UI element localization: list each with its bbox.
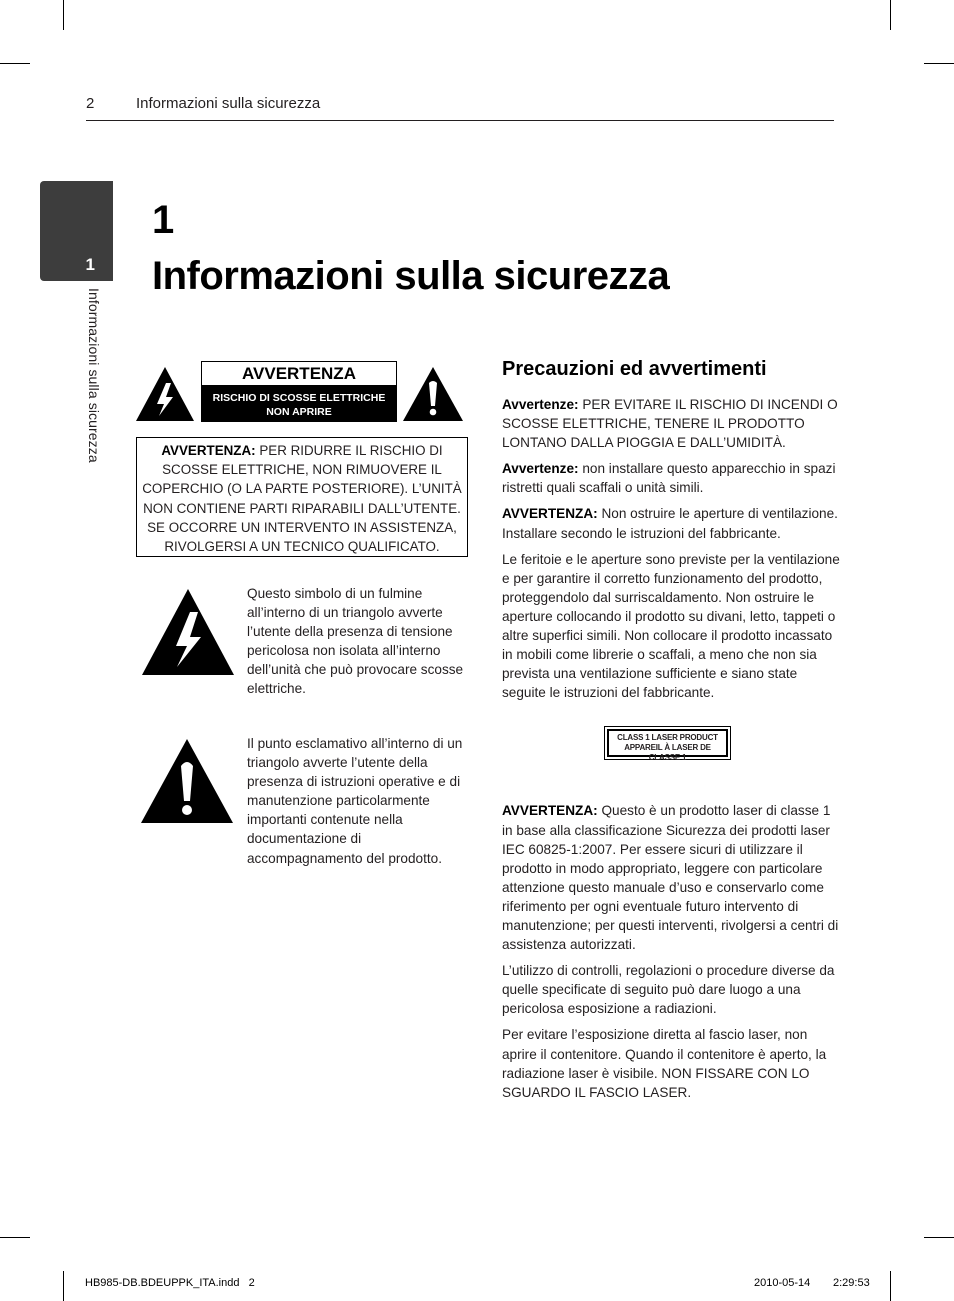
warning-label-subtitle [202,385,396,419]
lightning-symbol-description: Questo simbolo di un fulmine all’interno di un triangolo avverte l’utente della presenza di tensione pericolosa non isolata all’interno dell’unità che può provocare scosse elettriche. [247,586,464,697]
paragraph-lead: Avvertenze: [502,461,579,477]
laser-label-line: APPAREIL À LASER DE CLASSE 1 [624,743,711,763]
paragraph [502,395,842,452]
chapter-number: 1 [152,198,174,242]
paragraph-text: Non ostruire le aperture di ventilazione. Installare secondo le istruzioni del fabbricante. [502,506,838,541]
precautions-section [502,355,842,1109]
page-title [152,192,669,304]
section-heading: Precauzioni ed avvertimenti [502,358,767,380]
warning-label [201,361,397,422]
crop-mark [924,63,954,64]
crop-mark [924,1237,954,1238]
lightning-warning-icon [135,366,195,422]
footer-date: 2010-05-14 [754,1277,811,1289]
footer-time: 2:29:53 [833,1277,870,1289]
running-title: Informazioni sulla sicurezza [136,95,321,112]
chapter-side-label: Informazioni sulla sicurezza [86,288,102,463]
paragraph-text: Questo è un prodotto laser di classe 1 in base alla classificazione Sicurezza dei prodotti laser IEC 60825-1:2007. Per essere sicuri di utilizzare il prodotto in modo appropriato, leggere con particolare attenzione questo manuale d’uso e conservarlo come riferimento per ogni eventuale futuro intervento di manutenzione; per questi interventi, rivolgersi a centri di assistenza autorizzati. [502,803,839,953]
laser-class-label-inner [607,729,728,763]
paragraph-text: PER EVITARE IL RISCHIO DI INCENDI O SCOSSE ELETTRICHE, TENERE IL PRODOTTO LONTANO DALLA PIOGGIA E DALL’UMIDITÀ. [502,397,838,451]
paragraph-text: non installare questo apparecchio in spazi ristretti quali scaffali o unità simili. [502,461,836,496]
warning-notice-box [136,437,468,557]
exclamation-symbol-icon [140,738,234,824]
warning-notice-lead: AVVERTENZA: [161,443,256,458]
paragraph [502,459,842,497]
chapter-tab-number: 1 [85,255,95,274]
paragraph [502,801,842,954]
crop-mark [63,1271,64,1301]
crop-mark [63,0,64,30]
paragraph: Le feritoie e le aperture sono previste per la ventilazione e per garantire il corretto funzionamento del prodotto, proteggendolo dal surriscaldamento. Non ostruire le aperture collocando il prodotto su divani, letto, tappeti o altre superfici simili. Non collocare il prodotto incassato in mobili come librerie o scaffali, a meno che non sia prevista una ventilazione sufficiente e siano state seguite le istruzioni del fabbricante. [502,551,840,701]
crop-mark [890,1271,891,1301]
paragraph-lead: AVVERTENZA: [502,506,598,522]
laser-class-label [604,726,731,763]
paragraph-lead: Avvertenze: [502,397,579,412]
running-header [86,94,834,121]
paragraph: Per evitare l’esposizione diretta al fascio laser, non aprire il contenitore. Quando il contenitore è aperto, la radiazione laser è visibile. NON FISSARE CON LO SGUARDO IL FASCIO LASER. [502,1027,827,1100]
chapter-title: Informazioni sulla sicurezza [152,254,670,298]
warning-label-line: NON APRIRE [266,406,332,418]
crop-mark [0,1237,30,1238]
footer-filename: HB985-DB.BDEUPPK_ITA.indd 2 [85,1277,255,1289]
warning-notice-text: PER RIDURRE IL RISCHIO DI SCOSSE ELETTRICHE, NON RIMUOVERE IL COPERCHIO (O LA PARTE POSTERIORE). L’UNITÀ NON CONTIENE PARTI RIPARABILI DALL’UTENTE. SE OCCORRE UN INTERVENTO IN ASSISTENZA, RIVOLGERSI A UN TECNICO QUALIFICATO. [142,443,462,555]
exclamation-warning-icon [402,366,464,422]
paragraph [502,504,842,542]
chapter-tab [40,181,113,281]
crop-mark [890,0,891,30]
exclamation-symbol-description: Il punto esclamativo all’interno di un triangolo avverte l’utente della presenza di istruzioni operative e di manutenzione particolarmente importanti contenute nella documentazione di accompagnamento del prodotto. [247,736,463,866]
warning-label-title: AVVERTENZA [202,362,396,385]
crop-mark [0,63,30,64]
laser-label-line: CLASS 1 LASER PRODUCT [617,733,718,743]
warning-label-line: RISCHIO DI SCOSSE ELETTRICHE [212,392,386,404]
page-number: 2 [86,95,95,112]
paragraph-lead: AVVERTENZA: [502,803,598,819]
laser-label-area [502,709,842,801]
lightning-symbol-icon [141,588,235,676]
paragraph: L’utilizzo di controlli, regolazioni o procedure diverse da quelle specificate di seguito può dare luogo a una pericolosa esposizione a radiazioni. [502,963,835,1017]
